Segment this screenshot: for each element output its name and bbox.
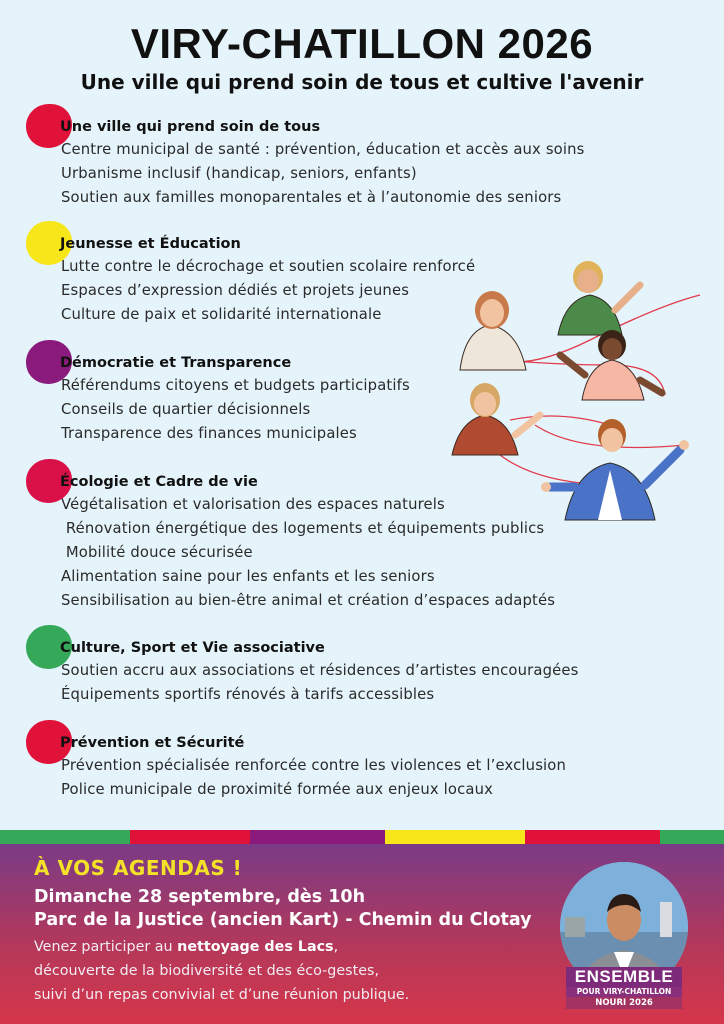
event-place: Parc de la Justice (ancien Kart) - Chemin du Clotay — [34, 910, 532, 930]
section-title: Jeunesse et Éducation — [60, 236, 241, 252]
event-banner — [0, 844, 724, 1024]
list-item: Urbanisme inclusif (handicap, seniors, enfants) — [61, 165, 417, 182]
list-item: Sensibilisation au bien-être animal et création d’espaces adaptés — [61, 592, 556, 609]
list-item: Mobilité douce sécurisée — [61, 544, 253, 561]
event-date: Dimanche 28 septembre, dès 10h — [34, 887, 366, 907]
event-description-line: découverte de la biodiversité et des éco-gestes, — [34, 963, 380, 979]
list-item: Soutien accru aux associations et résidences d’artistes encouragées — [61, 662, 579, 679]
page-title: VIRY-CHATILLON 2026 — [130, 20, 594, 67]
list-item: Référendums citoyens et budgets participatifs — [61, 377, 410, 394]
list-item: Conseils de quartier décisionnels — [61, 401, 311, 418]
section-title: Écologie et Cadre de vie — [60, 474, 258, 490]
list-item: Prévention spécialisée renforcée contre les violences et l’exclusion — [61, 757, 567, 774]
section-title: Prévention et Sécurité — [60, 735, 245, 751]
event-description-line: suivi d’un repas convivial et d’une réunion publique. — [34, 987, 410, 1003]
section-title: Culture, Sport et Vie associative — [60, 640, 325, 656]
list-item: Lutte contre le décrochage et soutien scolaire renforcé — [61, 258, 476, 275]
list-item: Centre municipal de santé : prévention, éducation et accès aux soins — [61, 141, 585, 158]
list-item: Espaces d’expression dédiés et projets jeunes — [61, 282, 410, 299]
list-item: Équipements sportifs rénovés à tarifs accessibles — [61, 686, 435, 703]
list-item: Soutien aux familles monoparentales et à l’autonomie des seniors — [61, 189, 562, 206]
section-culture — [26, 637, 646, 707]
list-item: Rénovation énergétique des logements et équipements publics — [61, 520, 545, 537]
people-connected-by-string-illustration — [440, 255, 710, 535]
badge-name: ENSEMBLE — [566, 967, 682, 987]
page-subtitle: Une ville qui prend soin de tous et cultive l'avenir — [80, 70, 644, 94]
list-item: Transparence des finances municipales — [61, 425, 357, 442]
badge-candidate: NOURI 2026 — [566, 997, 682, 1009]
list-item: Police municipale de proximité formée aux enjeux locaux — [61, 781, 494, 798]
campaign-badge — [566, 967, 682, 1009]
list-item: Culture de paix et solidarité internationale — [61, 306, 382, 323]
section-title: Démocratie et Transparence — [60, 355, 292, 371]
agenda-heading: À VOS AGENDAS ! — [34, 856, 243, 880]
event-description-line: Venez participer au nettoyage des Lacs, — [34, 939, 339, 955]
color-stripe — [0, 830, 724, 844]
section-care — [26, 116, 646, 210]
badge-tagline: POUR VIRY-CHATILLON — [566, 987, 682, 997]
section-security — [26, 732, 646, 802]
list-item: Végétalisation et valorisation des espaces naturels — [61, 496, 445, 513]
section-title: Une ville qui prend soin de tous — [60, 119, 321, 135]
list-item: Alimentation saine pour les enfants et les seniors — [61, 568, 435, 585]
